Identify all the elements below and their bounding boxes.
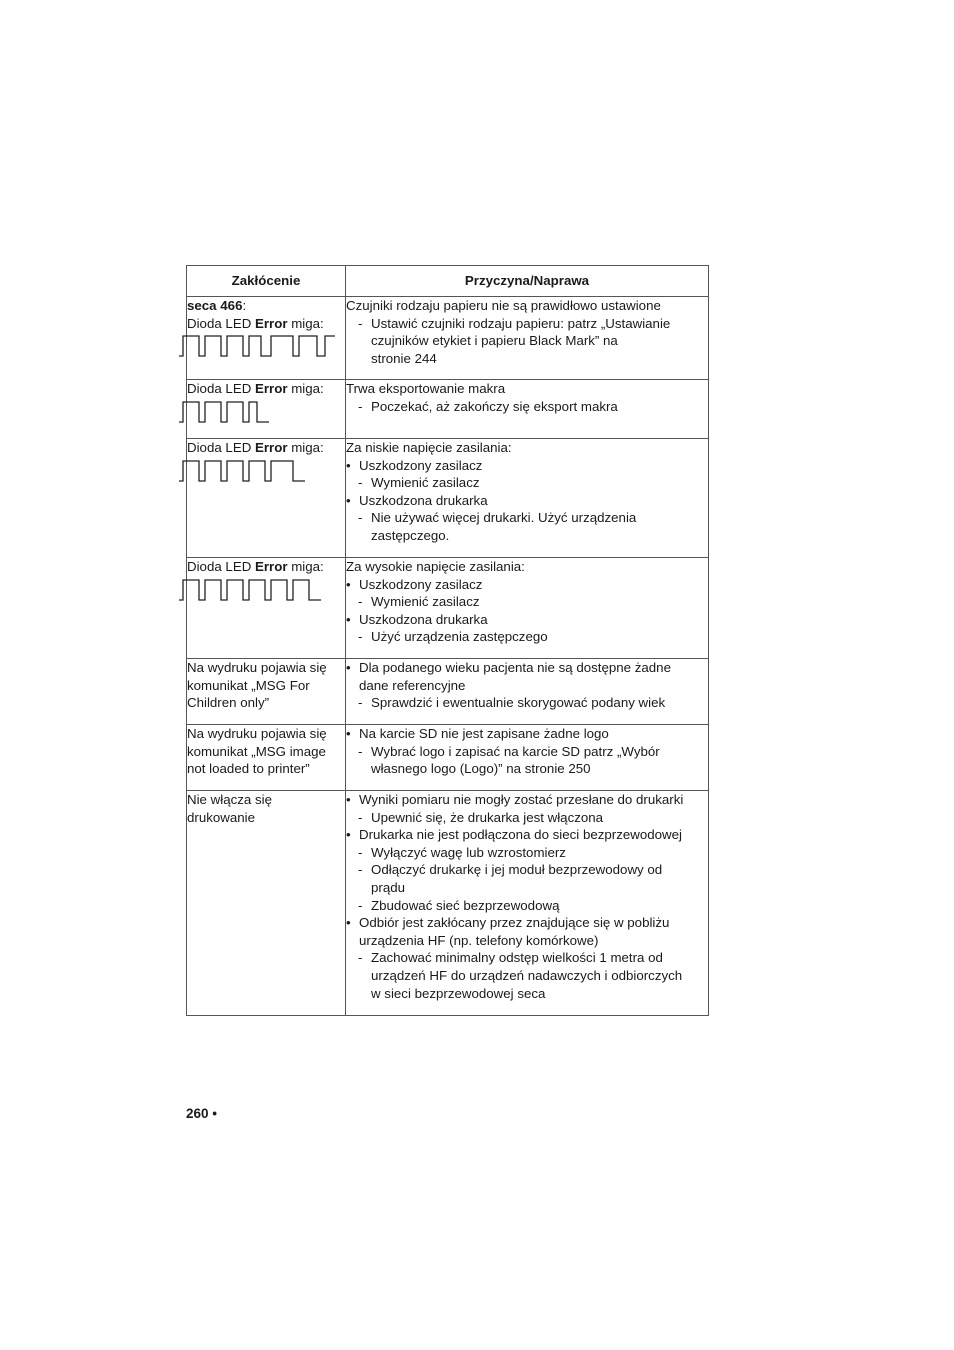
table-row (187, 380, 709, 439)
header-cause-fix: Przyczyna/Naprawa (346, 266, 709, 297)
fix-cell: Za niskie napięcie zasilania: • Uszkodzony zasilacz - Wymienić zasilacz • Uszkodzona drukarka - Nie używać więcej drukarki. Użyć urządzenia zastępczego. (346, 439, 709, 558)
fault-cell (187, 439, 346, 558)
page-number: 260 • (186, 1106, 218, 1121)
fix-cell: • Dla podanego wieku pacjenta nie są dostępne żadne dane referencyjne - Sprawdzić i ewentualnie skorygować podany wiek (346, 659, 709, 725)
fix-cell: • Wyniki pomiaru nie mogły zostać przesłane do drukarki - Upewnić się, że drukarka jest włączona • Drukarka nie jest podłączona do sieci bezprzewodowej - Wyłączyć wagę lub wzrostomierz - Odłączyć drukarkę i jej moduł bezprzewodowy od prądu - Zbudować sieć bezprzewodową • Odbiór jest zakłócany przez znajdujące się w pobliżu urządzenia HF (np. telefony komórkowe) - Zachować minimalny odstęp wielkości 1 metra od urządzeń HF do urządzeń nadawczych i odbiorczych w sieci bezprzewodowej seca (346, 791, 709, 1016)
table-header-row (187, 266, 709, 297)
table-row (187, 725, 709, 791)
blink-pattern-icon (179, 578, 335, 602)
blink-pattern-icon (179, 400, 335, 424)
table-row (187, 558, 709, 659)
fix-cell: Czujniki rodzaju papieru nie są prawidłowo ustawione - Ustawić czujniki rodzaju papieru: patrz „Ustawianie czujników etykiet i papieru Black Mark” na stronie 244 (346, 297, 709, 380)
fault-cell (187, 558, 346, 659)
led-label: Dioda LED Error miga: (187, 381, 324, 396)
led-label: Dioda LED Error miga: (187, 440, 324, 455)
led-label: Dioda LED Error miga: (187, 315, 324, 331)
table-row (187, 791, 709, 1016)
header-fault: Zakłócenie (187, 266, 346, 297)
fix-cell: Za wysokie napięcie zasilania: • Uszkodzony zasilacz - Wymienić zasilacz • Uszkodzona drukarka - Użyć urządzenia zastępczego (346, 558, 709, 659)
fix-cell: • Na karcie SD nie jest zapisane żadne logo - Wybrać logo i zapisać na karcie SD patrz „Wybór własnego logo (Logo)” na stronie 250 (346, 725, 709, 791)
fault-cell: seca 466: Dioda LED Error miga: (187, 297, 346, 380)
blink-pattern-icon (179, 334, 335, 358)
fix-cell: Trwa eksportowanie makra - Poczekać, aż zakończy się eksport makra (346, 380, 709, 439)
fault-cell: Na wydruku pojawia się komunikat „MSG For Children only” (187, 659, 346, 725)
fault-cell: Nie włącza się drukowanie (187, 791, 346, 1016)
table-row (187, 439, 709, 558)
fault-cell (187, 380, 346, 439)
device-name: seca 466 (187, 298, 243, 313)
led-label: Dioda LED Error miga: (187, 559, 324, 574)
blink-pattern-icon (179, 459, 335, 483)
fault-cell: Na wydruku pojawia się komunikat „MSG image not loaded to printer” (187, 725, 346, 791)
troubleshooting-table (186, 265, 709, 1016)
table-row (187, 297, 709, 380)
table-row (187, 659, 709, 725)
